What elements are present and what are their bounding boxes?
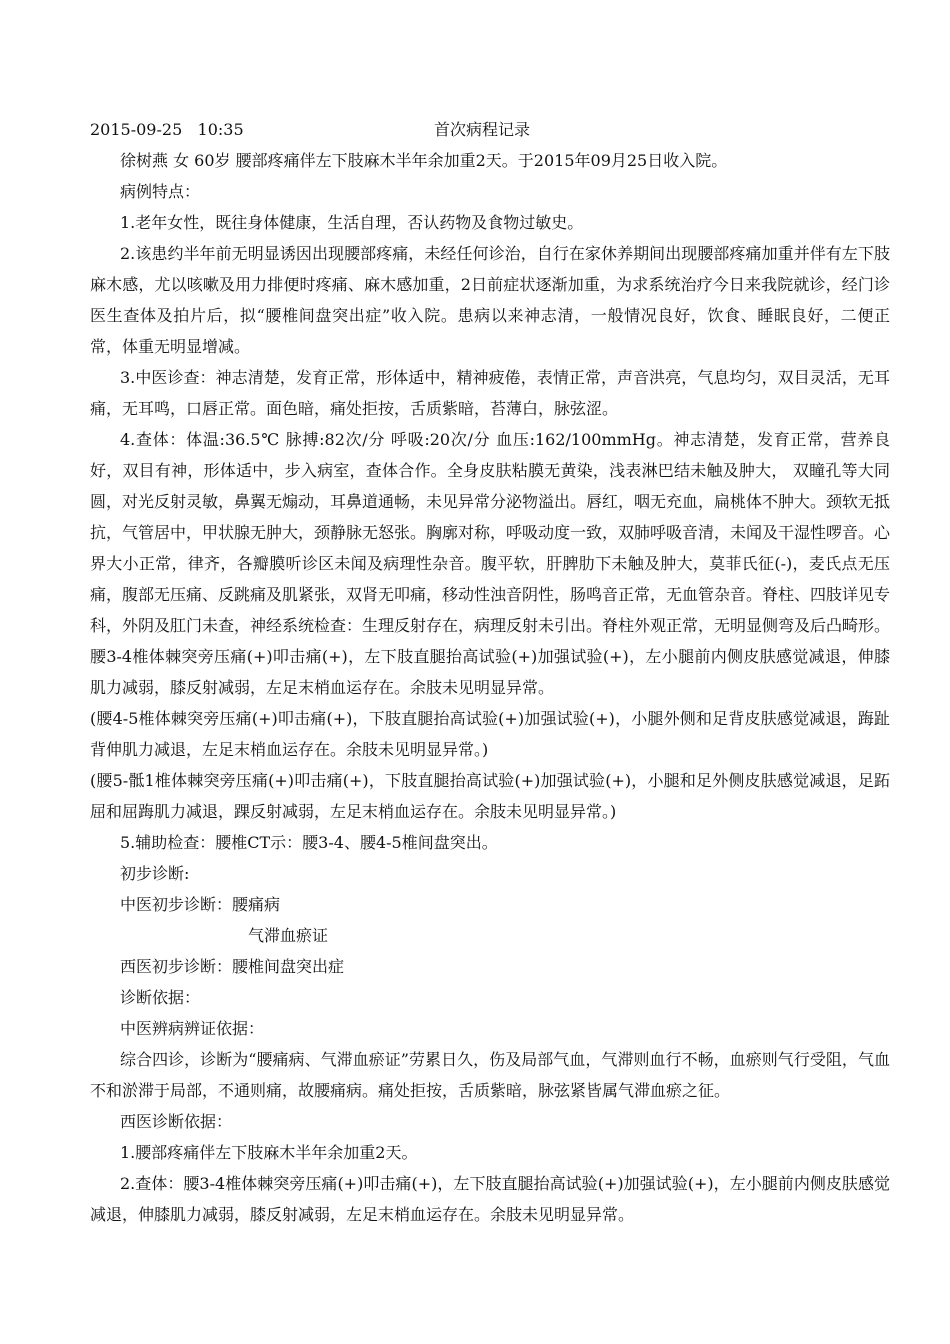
feature-history: 1.老年女性，既往身体健康，生活自理，否认药物及食物过敏史。 [120, 213, 584, 232]
tcm-syndrome: 气滞血瘀证 [248, 926, 329, 945]
western-basis-item-2: 2.查体：腰3-4椎体棘突旁压痛(+)叩击痛(+)，左下肢直腿抬高试验(+)加强试验(+)，左小腿前内侧皮肤感觉减退，伸膝肌力减弱，膝反射减弱，左足末梢血运存在。余肢未见明显异常。 [90, 1174, 890, 1224]
feature-present-illness: 2.该患约半年前无明显诱因出现腰部疼痛，未经任何诊治，自行在家休养期间出现腰部疼痛加重并伴有左下肢麻木感，尤以咳嗽及用力排便时疼痛、麻木感加重，2日前症状逐渐加重，为求系统治疗今日来我院就诊，经门诊医生查体及拍片后，拟“腰椎间盘突出症”收入院。患病以来神志清，一般情况良好，饮食、睡眠良好，二便正常，体重无明显增减。 [90, 244, 890, 356]
feature-tcm-exam: 3.中医诊查：神志清楚，发育正常，形体适中，精神疲倦，表情正常，声音洪亮，气息均匀，双目灵活，无耳痛，无耳鸣，口唇正常。面色暗，痛处拒按，舌质紫暗，苔薄白，脉弦涩。 [90, 368, 890, 418]
record-title: 首次病程记录 [434, 120, 531, 139]
record-header [90, 114, 890, 145]
feature-physical-exam: 4.查体：体温:36.5℃ 脉搏:82次/分 呼吸:20次/分 血压:162/100mmHg。神志清楚，发育正常，营养良好，双目有神，形体适中，步入病室，查体合作。全身皮肤粘膜无黄染，浅表淋巴结未触及肿大， 双瞳孔等大同圆，对光反射灵敏，鼻翼无煽动，耳鼻道通畅，未见异常分泌物溢出。唇红，咽无充血，扁桃体不肿大。颈软无抵抗，气管居中，甲状腺无肿大，颈静脉无怒张。胸廓对称，呼吸动度一致，双肺呼吸音清，未闻及干湿性啰音。心界大小正常，律齐，各瓣膜听诊区未闻及病理性杂音。腹平软，肝脾肋下未触及肿大，莫菲氏征(-)，麦氏点无压痛，腹部无压痛、反跳痛及肌紧张，双肾无叩痛，移动性浊音阴性，肠鸣音正常，无血管杂音。脊柱、四肢详见专科，外阴及肛门未查，神经系统检查：生理反射存在，病理反射未引出。脊柱外观正常，无明显侧弯及后凸畸形。腰3-4椎体棘突旁压痛(+)叩击痛(+)，左下肢直腿抬高试验(+)加强试验(+)，左小腿前内侧皮肤感觉减退，伸膝肌力减弱，膝反射减弱，左足末梢血运存在。余肢未见明显异常。 [90, 430, 891, 697]
patient-intro: 徐树燕 女 60岁 腰部疼痛伴左下肢麻木半年余加重2天。于2015年09月25日收入院。 [120, 151, 728, 170]
physical-exam-note-l4-l5: (腰4-5椎体棘突旁压痛(+)叩击痛(+)，下肢直腿抬高试验(+)加强试验(+)，小腿外侧和足背皮肤感觉减退，踇趾背伸肌力减退，左足末梢血运存在。余肢未见明显异常。) [90, 709, 890, 759]
physical-exam-note-l5-s1: (腰5-骶1椎体棘突旁压痛(+)叩击痛(+)，下肢直腿抬高试验(+)加强试验(+)，小腿和足外侧皮肤感觉减退，足跖屈和屈踇肌力减退，踝反射减弱，左足末梢血运存在。余肢未见明显异常。) [90, 771, 890, 821]
diagnosis-basis-heading: 诊断依据： [120, 988, 201, 1007]
tcm-basis-text: 综合四诊，诊断为“腰痛病、气滞血瘀证”劳累日久，伤及局部气血，气滞则血行不畅，血瘀则气行受阻，气血不和淤滞于局部，不通则痛，故腰痛病。痛处拒按，舌质紫暗，脉弦紧皆属气滞血瘀之征。 [90, 1050, 890, 1100]
record-datetime: 2015-09-25 10:35 [90, 120, 244, 139]
initial-diagnosis-heading: 初步诊断: [120, 864, 190, 883]
medical-record-page [90, 114, 890, 1230]
western-basis-item-1: 1.腰部疼痛伴左下肢麻木半年余加重2天。 [120, 1143, 418, 1162]
feature-auxiliary-exam: 5.辅助检查：腰椎CT示：腰3-4、腰4-5椎间盘突出。 [120, 833, 498, 852]
western-initial-diagnosis: 西医初步诊断：腰椎间盘突出症 [120, 957, 345, 976]
western-basis-heading: 西医诊断依据： [120, 1112, 233, 1131]
case-features-heading: 病例特点： [120, 182, 201, 201]
tcm-basis-heading: 中医辨病辨证依据： [120, 1019, 265, 1038]
tcm-initial-diagnosis: 中医初步诊断：腰痛病 [120, 895, 281, 914]
